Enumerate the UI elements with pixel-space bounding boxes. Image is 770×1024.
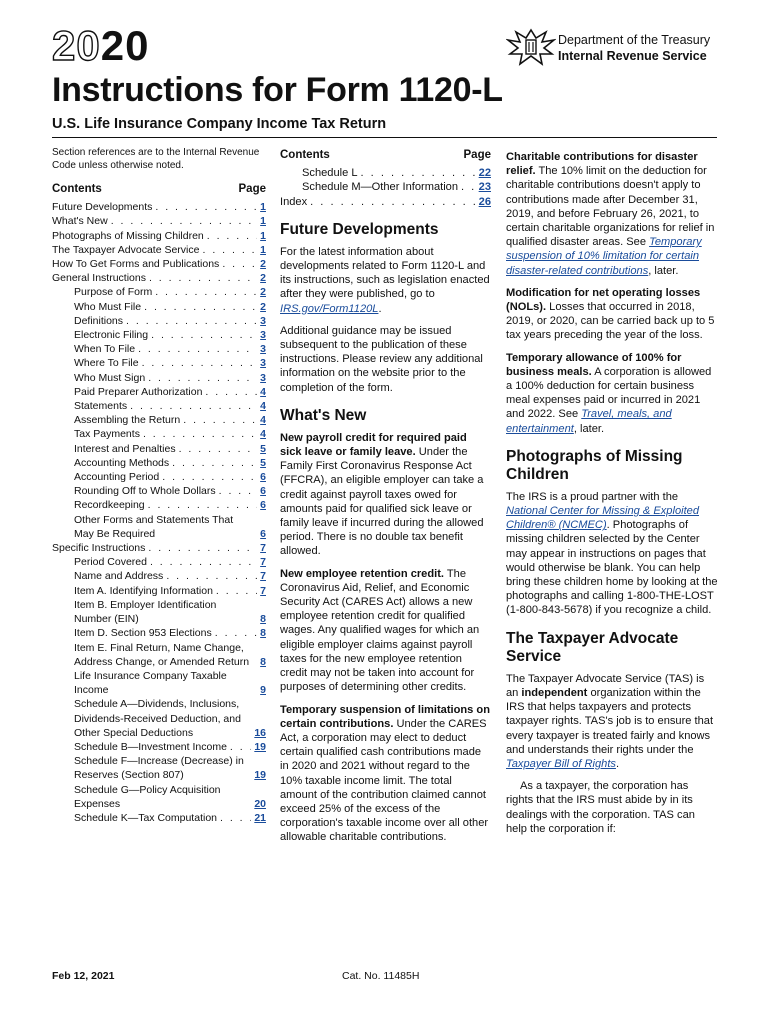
toc-entry[interactable] xyxy=(52,513,266,541)
toc-entry-label: Tax Payments xyxy=(74,428,140,441)
toc-entry-page-link[interactable]: 5 xyxy=(260,456,266,469)
toc-entry[interactable] xyxy=(52,385,266,399)
toc-leader xyxy=(220,811,251,825)
toc-leader xyxy=(151,328,257,342)
toc-entry-label: Electronic Filing xyxy=(74,329,149,342)
toc-leader xyxy=(202,243,257,257)
form-year: 2020 xyxy=(52,22,150,69)
wn-contribution-limits: Temporary suspension of limitations on certain contributions. Under the CARES Act, a corporation may elect to deduct certain qualified cash contributions made in 2020 and 2021 without regard to the 10% taxable income limit. The total amount of the contribution claimed cannot exceed 25% of the excess of the corporation's taxable income over all other allowable charitable contributions. xyxy=(280,703,490,844)
toc-entry[interactable] xyxy=(52,555,266,569)
toc-entry-page-link[interactable]: 3 xyxy=(260,371,266,384)
toc-entry-label: When To File xyxy=(74,343,136,356)
missing-children-heading: Photographs of Missing Children xyxy=(506,447,683,483)
toc-entry-page-link[interactable]: 9 xyxy=(260,684,266,697)
toc-entry-page-link[interactable]: 26 xyxy=(478,195,491,208)
column-2 xyxy=(280,148,491,853)
toc-entry[interactable] xyxy=(52,669,266,697)
toc-entry-label: Index xyxy=(280,195,308,208)
toc-entry-page-link[interactable]: 3 xyxy=(260,343,266,356)
toc-entry[interactable] xyxy=(52,697,266,740)
toc-entry-page-link[interactable]: 19 xyxy=(254,769,266,782)
toc-entry[interactable] xyxy=(52,626,266,640)
agency-name: Department of the Treasury Internal Revenue Service xyxy=(558,33,711,63)
tas-p2: As a taxpayer, the corporation has rights that the IRS must abide by in its dealings with the corporation. TAS can help the corporation if: xyxy=(506,780,695,835)
page-title: Instructions for Form 1120-L xyxy=(52,71,503,109)
footer-cat-number: Cat. No. 11485H xyxy=(342,970,420,982)
future-p2: Additional guidance may be issued subsequent to the publication of these instructions. Please review any additional information on the website prior to the completion of the form. xyxy=(280,324,483,394)
toc-entry[interactable] xyxy=(52,200,266,214)
toc-leader xyxy=(162,470,257,484)
toc-leader xyxy=(222,257,257,271)
toc-entry-label: Photographs of Missing Children xyxy=(52,229,204,242)
toc-entry-label: Schedule K—Tax Computation xyxy=(74,811,217,824)
toc-entry-label: Paid Preparer Authorization xyxy=(74,385,203,398)
toc-leader xyxy=(179,442,258,456)
toc-leader xyxy=(130,399,257,413)
toc-entry-label: Recordkeeping xyxy=(74,499,145,512)
toc-entry-label: Item B. Employer Identification Number (EIN) xyxy=(74,598,217,626)
toc-entry-label: What's New xyxy=(52,215,108,228)
column-1 xyxy=(52,146,266,825)
toc-entry-label: Life Insurance Company Taxable Income xyxy=(74,669,227,697)
irs-eagle-logo xyxy=(506,26,556,70)
toc-entry-page-link[interactable]: 2 xyxy=(260,286,266,299)
toc-entry-label: Accounting Methods xyxy=(74,456,170,469)
toc-entry[interactable] xyxy=(52,271,266,285)
column-3 xyxy=(506,150,718,844)
toc-entry[interactable] xyxy=(52,399,266,413)
toc-leader xyxy=(144,300,257,314)
disaster-contributions-link[interactable]: Temporary suspension of 10% limitation for certain disaster-related contributions xyxy=(506,236,702,277)
toc-entry-label: Schedule L xyxy=(302,167,358,180)
toc-entry[interactable] xyxy=(52,569,266,583)
toc-leader xyxy=(148,371,257,385)
toc-entry-label: How To Get Forms and Publications xyxy=(52,258,220,271)
toc-entry[interactable] xyxy=(52,342,266,356)
toc-entry-label: Schedule G—Policy Acquisition Expenses xyxy=(74,783,221,810)
toc-entry[interactable] xyxy=(52,754,266,782)
toc-entry-page-link[interactable]: 3 xyxy=(260,314,266,327)
travel-meals-link[interactable]: Travel, meals, and entertainment xyxy=(506,408,672,435)
toc-entry-page-link[interactable]: 5 xyxy=(260,442,266,455)
toc-leader xyxy=(215,626,257,640)
toc-entry-page-link[interactable]: 6 xyxy=(260,485,266,498)
toc-entry[interactable] xyxy=(52,257,266,271)
toc-leader xyxy=(172,456,257,470)
toc-entry-label: The Taxpayer Advocate Service xyxy=(52,243,200,256)
toc-entry-page-link[interactable]: 1 xyxy=(260,243,266,256)
toc-leader xyxy=(148,498,258,512)
toc-entry-page-link[interactable]: 2 xyxy=(260,272,266,285)
table-of-contents xyxy=(52,200,266,825)
toc-entry-page-link[interactable]: 16 xyxy=(254,726,266,739)
toc-entry-page-link[interactable]: 6 xyxy=(260,527,266,540)
toc-leader xyxy=(149,271,257,285)
toc-entry-label: Purpose of Form xyxy=(74,286,153,299)
toc-leader xyxy=(166,569,257,583)
toc-entry-label: Item E. Final Return, Name Change, Address Change, or Amended Return xyxy=(74,641,250,668)
future-developments-heading: Future Developments xyxy=(280,220,439,238)
toc-leader xyxy=(143,427,257,441)
toc-entry-page-link[interactable]: 8 xyxy=(260,613,266,626)
toc-leader xyxy=(361,166,476,180)
page-subtitle: U.S. Life Insurance Company Income Tax Return xyxy=(52,116,387,132)
toc-entry-page-link[interactable]: 1 xyxy=(260,215,266,228)
toc-leader xyxy=(216,584,257,598)
toc-entry-page-link[interactable]: 20 xyxy=(254,797,266,810)
contents-header: Contents Page xyxy=(52,183,266,195)
toc-leader xyxy=(207,229,257,243)
toc-entry-label: Who Must Sign xyxy=(74,371,146,384)
toc-leader xyxy=(205,385,257,399)
toc-entry-label: Definitions xyxy=(74,314,124,327)
toc-entry[interactable] xyxy=(52,783,266,811)
toc-entry-page-link[interactable]: 6 xyxy=(260,471,266,484)
ncmec-link[interactable]: National Center for Missing & Exploited Children® (NCMEC) xyxy=(506,505,699,532)
toc-entry-label: Schedule A—Dividends, Inclusions, Dividends-Received Deduction, and Other Special Deductions xyxy=(74,698,241,739)
toc-entry-page-link[interactable]: 7 xyxy=(260,584,266,597)
toc-entry[interactable] xyxy=(52,442,266,456)
toc-entry[interactable] xyxy=(52,356,266,370)
toc-entry-label: Schedule F—Increase (Decrease) in Reserves (Section 807) xyxy=(74,755,244,782)
toc-entry[interactable] xyxy=(52,498,266,512)
irs-form-link[interactable]: IRS.gov/Form1120L xyxy=(280,302,379,315)
toc-leader xyxy=(461,180,476,194)
toc-leader xyxy=(155,285,257,299)
toc-leader xyxy=(150,555,257,569)
footer-date: Feb 12, 2021 xyxy=(52,970,115,982)
toc-entry-label: Name and Address xyxy=(74,570,164,583)
toc-entry-page-link[interactable]: 2 xyxy=(260,300,266,313)
toc-leader xyxy=(138,342,257,356)
toc-entry-page-link[interactable]: 7 xyxy=(260,542,266,555)
toc-entry-page-link[interactable]: 21 xyxy=(254,811,266,824)
bill-of-rights-link[interactable]: Taxpayer Bill of Rights xyxy=(506,757,616,770)
toc-entry-page-link[interactable]: 4 xyxy=(260,414,266,427)
toc-entry[interactable] xyxy=(52,484,266,498)
toc-entry[interactable] xyxy=(52,243,266,257)
toc-leader xyxy=(142,356,258,370)
section-note: Section references are to the Internal Revenue Code unless otherwise noted. xyxy=(52,147,260,171)
toc-entry-label: Specific Instructions xyxy=(52,542,146,555)
toc-entry[interactable] xyxy=(52,328,266,342)
toc-entry-page-link[interactable]: 19 xyxy=(254,740,266,753)
toc-entry-page-link[interactable]: 1 xyxy=(260,201,266,214)
toc-entry-label: Item D. Section 953 Elections xyxy=(74,627,212,640)
contents-header: Contents Page xyxy=(280,149,491,161)
nol-modification: Modification for net operating losses (NOLs). Losses that occurred in 2018, 2019, or 2020, can be carried back up to 5 tax years preceding the year of the loss. xyxy=(506,286,715,342)
toc-entry-label: Item A. Identifying Information xyxy=(74,584,213,597)
toc-entry[interactable] xyxy=(280,166,491,180)
whats-new-heading: What's New xyxy=(280,406,367,424)
toc-entry[interactable] xyxy=(52,641,266,669)
toc-leader xyxy=(219,484,258,498)
taxpayer-advocate-heading: The Taxpayer Advocate Service xyxy=(506,629,679,665)
toc-entry[interactable] xyxy=(52,541,266,555)
toc-entry-label: Interest and Penalties xyxy=(74,442,176,455)
divider xyxy=(52,137,717,138)
toc-entry-page-link[interactable]: 4 xyxy=(260,385,266,398)
toc-entry-label: Period Covered xyxy=(74,556,147,569)
wn-payroll-credit: New payroll credit for required paid sick leave or family leave. Under the Family First Coronavirus Response Act (FFCRA), an eligible employer can take a credit against payroll taxes owed for amounts paid for qualified sick leave or family leave if incurred during the allowed period. There is no double tax benefit allowed. xyxy=(280,431,484,558)
toc-entry-page-link[interactable]: 3 xyxy=(260,329,266,342)
toc-entry-label: Assembling the Return xyxy=(74,414,181,427)
toc-entry-page-link[interactable]: 23 xyxy=(478,181,491,194)
missing-children-text: The IRS is a proud partner with the National Center for Missing & Exploited Children® (NCMEC). Photographs of missing children selected by the Center may appear in instructions on pages that would otherwise be blank. You can help bring these children home by looking at the photographs and calling 1-800-THE-LOST (1-800-843-5678) if you recognize a child. xyxy=(506,490,718,617)
toc-entry[interactable] xyxy=(52,229,266,243)
toc-entry-label: Schedule B—Investment Income xyxy=(74,740,227,753)
toc-entry-label: Statements xyxy=(74,400,128,413)
toc-leader xyxy=(230,740,251,754)
toc-entry-page-link[interactable]: 8 xyxy=(260,627,266,640)
toc-entry[interactable] xyxy=(52,740,266,754)
toc-entry[interactable] xyxy=(52,371,266,385)
toc-entry-label: Accounting Period xyxy=(74,471,160,484)
toc-entry-label: General Instructions xyxy=(52,272,146,285)
toc-entry-label: Future Developments xyxy=(52,201,153,214)
toc-entry-label: Rounding Off to Whole Dollars xyxy=(74,485,216,498)
toc-entry-page-link[interactable]: 7 xyxy=(260,556,266,569)
toc-entry[interactable] xyxy=(52,470,266,484)
toc-entry[interactable] xyxy=(52,413,266,427)
future-p1: For the latest information about developments related to Form 1120-L and its instructions, such as legislation enacted after they were published, go to IRS.gov/Form1120L. xyxy=(280,245,490,315)
toc-entry-page-link[interactable]: 4 xyxy=(260,400,266,413)
toc-entry-label: Who Must File xyxy=(74,300,142,313)
toc-entry[interactable] xyxy=(52,811,266,825)
toc-entry-page-link[interactable]: 8 xyxy=(260,655,266,668)
toc-entry-page-link[interactable]: 1 xyxy=(260,229,266,242)
toc-entry-label: Other Forms and Statements That May Be Required xyxy=(74,513,234,540)
toc-leader xyxy=(148,541,257,555)
charitable-disaster: Charitable contributions for disaster relief. The 10% limit on the deduction for charitable contributions doesn't apply to contributions made after December 31, 2019, and before February 26, 2021, to certain charitable organizations for relief in qualified disaster areas. See Temporary suspension of 10% limitation for certain disaster-related contributions, later. xyxy=(506,151,715,277)
toc-entry[interactable] xyxy=(52,598,266,626)
toc-entry-page-link[interactable]: 22 xyxy=(478,167,491,180)
toc-entry-page-link[interactable]: 4 xyxy=(260,428,266,441)
toc-entry[interactable] xyxy=(52,456,266,470)
toc-entry-page-link[interactable]: 2 xyxy=(260,258,266,271)
toc-leader xyxy=(183,413,257,427)
toc-entry[interactable] xyxy=(52,300,266,314)
wn-retention-credit: New employee retention credit. The Coronavirus Aid, Relief, and Economic Security Act (CARES Act) allows a new employee retention credit for qualified wages. Any qualified wages for which an eligible employer claims against payroll taxes for the new employee retention credit may not be taken into account for purposes of determining other credits. xyxy=(280,567,480,694)
toc-entry[interactable] xyxy=(52,285,266,299)
toc-entry[interactable] xyxy=(52,314,266,328)
toc-entry-page-link[interactable]: 7 xyxy=(260,570,266,583)
toc-leader xyxy=(111,214,257,228)
toc-entry-label: Where To File xyxy=(74,357,139,370)
toc-entry-page-link[interactable]: 6 xyxy=(260,499,266,512)
business-meals: Temporary allowance of 100% for business meals. A corporation is allowed a 100% deduction for certain business meal expenses paid or incurred in 2021 and 2022. See Travel, meals, and entertainment, later. xyxy=(506,351,712,435)
table-of-contents-cont xyxy=(280,166,491,209)
toc-entry[interactable] xyxy=(52,584,266,598)
toc-entry[interactable] xyxy=(52,427,266,441)
toc-leader xyxy=(155,200,257,214)
toc-leader xyxy=(310,195,476,209)
toc-entry-page-link[interactable]: 3 xyxy=(260,357,266,370)
toc-entry[interactable] xyxy=(280,195,491,209)
toc-entry[interactable] xyxy=(52,214,266,228)
tas-p1: The Taxpayer Advocate Service (TAS) is an independent organization within the IRS that helps taxpayers and protects taxpayer rights. TAS's job is to ensure that every taxpayer is treated fairly and knows and understands their rights under the Taxpayer Bill of Rights. xyxy=(506,672,714,770)
toc-entry-label: Schedule M—Other Information xyxy=(302,181,459,194)
toc-entry[interactable] xyxy=(280,180,491,194)
toc-leader xyxy=(126,314,257,328)
